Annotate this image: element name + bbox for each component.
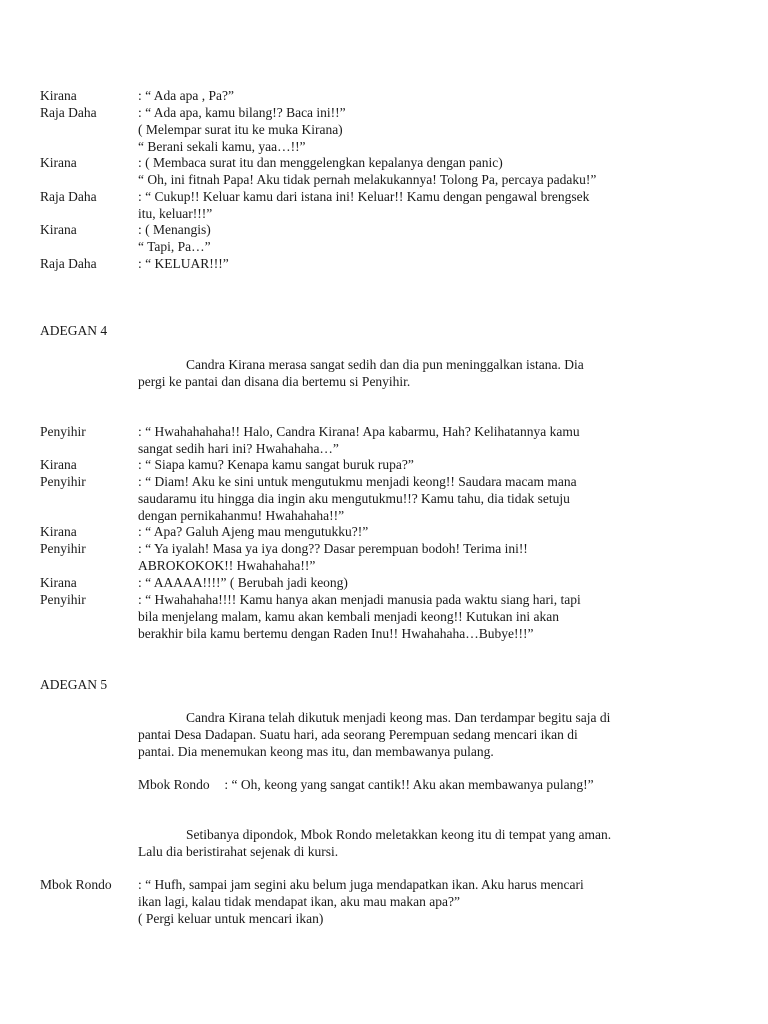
speaker-name: Raja Daha [40, 256, 97, 271]
dialogue-text [138, 541, 708, 575]
speaker-name: Kirana [40, 524, 77, 539]
dialogue-line: : “ Hwahahahaha!! Halo, Candra Kirana! Apa kabarmu, Hah? Kelihatannya kamu [138, 424, 580, 439]
dialogue-line: : “ Apa? Galuh Ajeng mau mengutukku?!” [138, 524, 369, 539]
dialogue-text [138, 222, 708, 256]
dialogue-line: “ Tapi, Pa…” [138, 238, 211, 254]
speaker-name: Penyihir [40, 541, 86, 556]
dialogue-text [138, 256, 708, 273]
narration-line: Candra Kirana merasa sangat sedih dan dia pun meninggalkan istana. Dia [186, 357, 584, 372]
narration-line: Lalu dia beristirahat sejenak di kursi. [138, 843, 339, 859]
stage-direction: : ( Membaca surat itu dan menggelengkan kepalanya dengan panic) [138, 155, 503, 170]
speaker-name: Penyihir [40, 424, 86, 439]
speaker-name: Raja Daha [40, 105, 97, 120]
speaker-name: Mbok Rondo [40, 877, 112, 892]
speaker-name: Penyihir [40, 592, 86, 607]
narration-line: pantai. Dia menemukan keong mas itu, dan membawanya pulang. [138, 743, 494, 759]
dialogue-line: : “ AAAAA!!!!” ( Berubah jadi keong) [138, 575, 348, 590]
speaker-name: Kirana [40, 222, 77, 237]
dialogue-text [138, 592, 708, 642]
dialogue-line: ikan lagi, kalau tidak mendapat ikan, aku mau makan apa?” [138, 893, 460, 909]
speaker-name: Kirana [40, 575, 77, 590]
stage-direction: ( Pergi keluar untuk mencari ikan) [138, 910, 324, 926]
narration-line: pergi ke pantai dan disana dia bertemu si Penyihir. [138, 373, 411, 389]
dialogue-text [138, 474, 708, 524]
narration-line: Candra Kirana telah dikutuk menjadi keong mas. Dan terdampar begitu saja di [186, 710, 611, 725]
dialogue-text [138, 189, 708, 223]
dialogue-line: : “ Ada apa , Pa?” [138, 88, 234, 103]
speaker-name: Mbok Rondo [138, 777, 210, 792]
dialogue-line: : “ Ada apa, kamu bilang!? Baca ini!!” [138, 105, 346, 120]
speaker-name: Kirana [40, 457, 77, 472]
dialogue-line: sangat sedih hari ini? Hwahahaha…” [138, 440, 339, 456]
narration [138, 827, 678, 861]
dialogue-line: : “ Siapa kamu? Kenapa kamu sangat buruk rupa?” [138, 457, 414, 472]
dialogue-line: “ Berani sekali kamu, yaa…!!” [138, 138, 306, 154]
dialogue-line: : “ KELUAR!!!” [138, 256, 229, 271]
dialogue-text [138, 424, 708, 458]
dialogue-line: berakhir bila kamu bertemu dengan Raden Inu!! Hwahahaha…Bubye!!!” [138, 625, 534, 641]
dialogue-line: : “ Oh, keong yang sangat cantik!! Aku akan membawanya pulang!” [224, 777, 594, 792]
dialogue-line: : “ Hwahahaha!!!! Kamu hanya akan menjadi manusia pada waktu siang hari, tapi [138, 592, 581, 607]
dialogue-line: ABROKOKOK!! Hwahahaha!!” [138, 557, 316, 573]
dialogue-line: : “ Hufh, sampai jam segini aku belum juga mendapatkan ikan. Aku harus mencari [138, 877, 584, 892]
stage-direction: : ( Menangis) [138, 222, 211, 237]
scene-heading: ADEGAN 4 [40, 323, 108, 338]
narration [138, 710, 678, 760]
speaker-name: Kirana [40, 88, 77, 103]
dialogue-text [138, 88, 708, 105]
scene-heading: ADEGAN 5 [40, 677, 108, 692]
dialogue-line: bila menjelang malam, kamu akan kembali menjadi keong!! Kutukan ini akan [138, 608, 559, 624]
speaker-name: Penyihir [40, 474, 86, 489]
dialogue-text [138, 524, 708, 541]
dialogue-line: itu, keluar!!!” [138, 205, 213, 221]
dialogue-line: : “ Cukup!! Keluar kamu dari istana ini! Keluar!! Kamu dengan pengawal brengsek [138, 189, 590, 204]
dialogue-text [138, 457, 708, 474]
narration [138, 357, 678, 391]
narration-line: Setibanya dipondok, Mbok Rondo meletakkan keong itu di tempat yang aman. [186, 827, 612, 842]
speaker-name: Kirana [40, 155, 77, 170]
stage-direction: ( Melempar surat itu ke muka Kirana) [138, 121, 343, 137]
dialogue-line: : “ Diam! Aku ke sini untuk mengutukmu menjadi keong!! Saudara macam mana [138, 474, 577, 489]
speaker-name: Raja Daha [40, 189, 97, 204]
narration-line: pantai Desa Dadapan. Suatu hari, ada seorang Perempuan sedang mencari ikan di [138, 726, 578, 742]
dialogue-text [138, 155, 708, 189]
dialogue-text [138, 575, 708, 592]
dialogue-line: saudaramu itu hingga dia ingin aku mengutukmu!!? Kamu tahu, dia tidak setuju [138, 490, 570, 506]
dialogue-text [138, 105, 708, 155]
dialogue-text [138, 877, 708, 927]
dialogue-line: “ Oh, ini fitnah Papa! Aku tidak pernah melakukannya! Tolong Pa, percaya padaku!” [138, 171, 597, 187]
dialogue-line: dengan pernikahanmu! Hwahahaha!!” [138, 507, 345, 523]
inline-dialogue [138, 777, 594, 794]
dialogue-line: : “ Ya iyalah! Masa ya iya dong?? Dasar perempuan bodoh! Terima ini!! [138, 541, 528, 556]
